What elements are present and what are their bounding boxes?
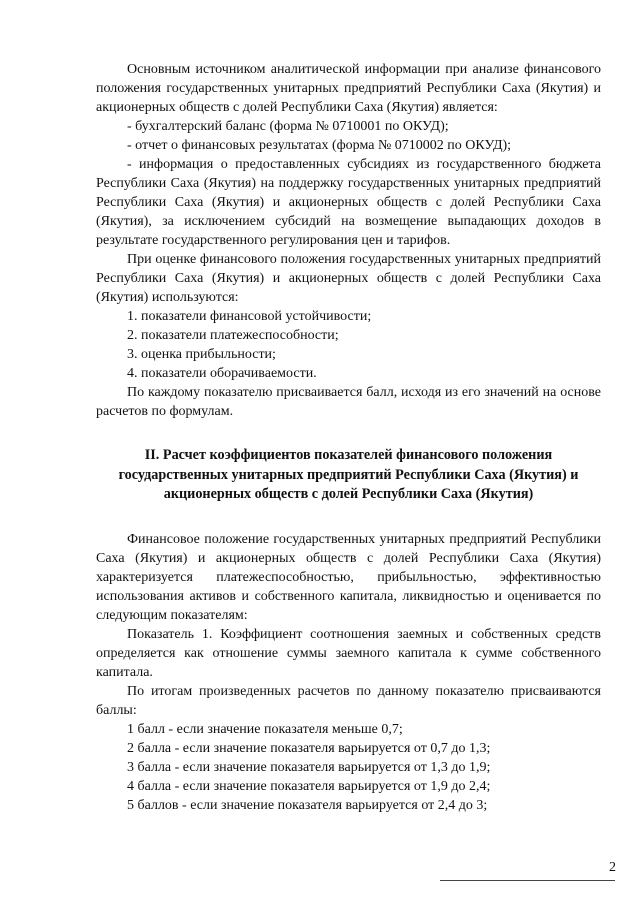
scoring-paragraph: По каждому показателю присваивается балл, исходя из его значений на основе расчетов по формулам. <box>96 385 601 419</box>
points-item-5: 5 баллов - если значение показателя варьируется от 2,4 до 3; <box>127 797 488 813</box>
points-intro: По итогам произведенных расчетов по данному показателю присваиваются баллы: <box>96 683 601 718</box>
points-item-1: 1 балл - если значение показателя меньше 0,7; <box>127 721 403 737</box>
assessment-item-profitability: 3. оценка прибыльности; <box>127 347 276 362</box>
source-item-subsidies: - информация о предоставленных субсидиях из государственного бюджета Республики Саха (Якутия) на поддержку государственных унитарных предприятий Республики Саха (Якутия) и акционерных обществ с долей Республики Саха (Якутия), за исключением субсидий на возмещение выпадающих доходов в результате государственного регулирования цен и тарифов. <box>96 157 601 248</box>
page-content <box>96 60 601 815</box>
points-item-4: 4 балла - если значение показателя варьируется от 1,9 до 2,4; <box>127 778 491 794</box>
indicator-paragraph: Показатель 1. Коэффициент соотношения заемных и собственных средств определяется как отношение суммы заемного капитала к сумме собственного капитала. <box>96 626 601 680</box>
assessment-item-solvency: 2. показатели платежеспособности; <box>127 328 339 343</box>
source-item-balance: - бухгалтерский баланс (форма № 0710001 по ОКУД); <box>127 119 449 134</box>
assessment-paragraph: При оценке финансового положения государственных унитарных предприятий Республики Саха (Якутия) и акционерных обществ с долей Республики Саха (Якутия) используются: <box>96 252 601 305</box>
points-item-3: 3 балла - если значение показателя варьируется от 1,3 до 1,9; <box>127 759 491 775</box>
assessment-item-stability: 1. показатели финансовой устойчивости; <box>127 309 372 324</box>
section-paragraph: Финансовое положение государственных унитарных предприятий Республики Саха (Якутия) и акционерных обществ с долей Республики Саха (Якутия) характеризуется платежеспособностью, прибыльностью, эффективностью использования активов и собственного капитала, ликвидностью и оценивается по следующим показателям: <box>96 531 601 623</box>
source-item-financial-results: - отчет о финансовых результатах (форма № 0710002 по ОКУД); <box>127 138 512 153</box>
footer-divider <box>440 880 615 881</box>
intro-paragraph: Основным источником аналитической информации при анализе финансового положения государственных унитарных предприятий Республики Саха (Якутия) и акционерных обществ с долей Республики Саха (Якутия) является: <box>96 62 601 115</box>
section-heading: II. Расчет коэффициентов показателей финансового положения государственных унитарных предприятий Республики Саха (Якутия) и акционерных обществ с долей Республики Саха (Якутия) <box>118 447 579 502</box>
page-number: 2 <box>609 860 616 875</box>
points-item-2: 2 балла - если значение показателя варьируется от 0,7 до 1,3; <box>127 740 491 756</box>
assessment-item-turnover: 4. показатели оборачиваемости. <box>127 366 317 381</box>
